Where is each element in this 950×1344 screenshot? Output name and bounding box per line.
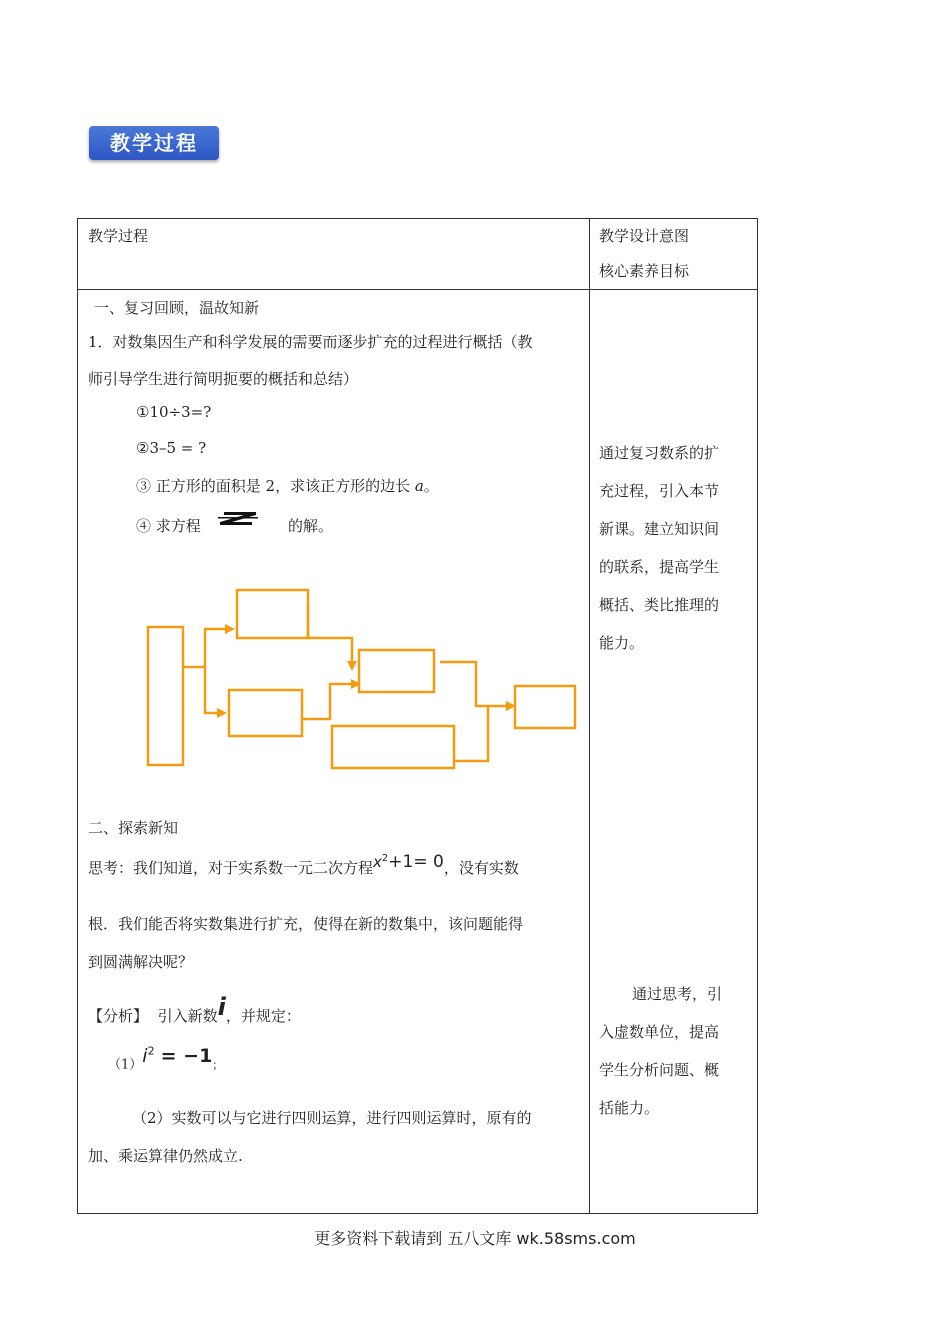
- question-4-suffix: 的解。: [288, 517, 334, 535]
- analysis-line: 【分析】 引入新数i，并规定：: [88, 993, 301, 1025]
- diagram-box-6: [515, 686, 575, 728]
- think-line2: 根．我们能否将实数集进行扩充，使得在新的数集中，该问题能得: [88, 915, 524, 933]
- lesson-table: [77, 218, 758, 1214]
- number-system-diagram: [78, 219, 589, 779]
- rule-1: $(1)i^2 = -1$；: [108, 1045, 224, 1073]
- diagram-box-1: [148, 627, 183, 765]
- diagram-box-2: [237, 590, 308, 638]
- rule-2-line1: （2）实数可以与它进行四则运算，进行四则运算时，原有的: [132, 1109, 532, 1127]
- design-intent-1: 通过复习数系的扩 充过程，引入本节 新课。建立知识间 的联系，提高学生 概括、类比推理的 能力。: [599, 444, 720, 652]
- think-line1: 思考：我们知道，对于实系数一元二次方程$x^2+1= 0$，没有实数: [88, 852, 519, 877]
- rule-2-line2: 加、乘运算律仍然成立.: [88, 1147, 243, 1165]
- footer-link[interactable]: 更多资料下载请到 五八文库 wk.58sms.com: [314, 1229, 636, 1248]
- think-line3: 到圆满解决呢？: [88, 953, 194, 971]
- item1-line2: 师引导学生进行简明扼要的概括和总结）: [88, 370, 359, 388]
- diagram-box-4: [359, 650, 434, 692]
- diagram-box-5: [332, 726, 454, 768]
- col2-header-line1: 教学设计意图: [599, 227, 690, 245]
- section1-title: 一、复习回顾，温故知新: [94, 299, 260, 317]
- diagram-box-3: [229, 690, 302, 736]
- col1-header: 教学过程: [88, 227, 149, 245]
- col2-header-line2: 核心素养目标: [599, 262, 690, 280]
- column-divider: [589, 219, 590, 1213]
- question-4: ④ 求方程: [136, 517, 201, 535]
- question-2: ②3–5 = ?: [136, 439, 207, 457]
- section-badge: 教学过程: [89, 126, 219, 160]
- item1-line1: 1．对数集因生产和科学发展的需要而逐步扩充的过程进行概括（教: [88, 333, 533, 351]
- question-1: ①10÷3=?: [136, 403, 212, 421]
- question-3: ③ 正方形的面积是 2，求该正方形的边长 a。: [136, 477, 439, 495]
- design-intent-2: 通过思考，引 入虚数单位，提高 学生分析问题、概 括能力。: [599, 985, 723, 1117]
- section2-title: 二、探索新知: [88, 819, 179, 837]
